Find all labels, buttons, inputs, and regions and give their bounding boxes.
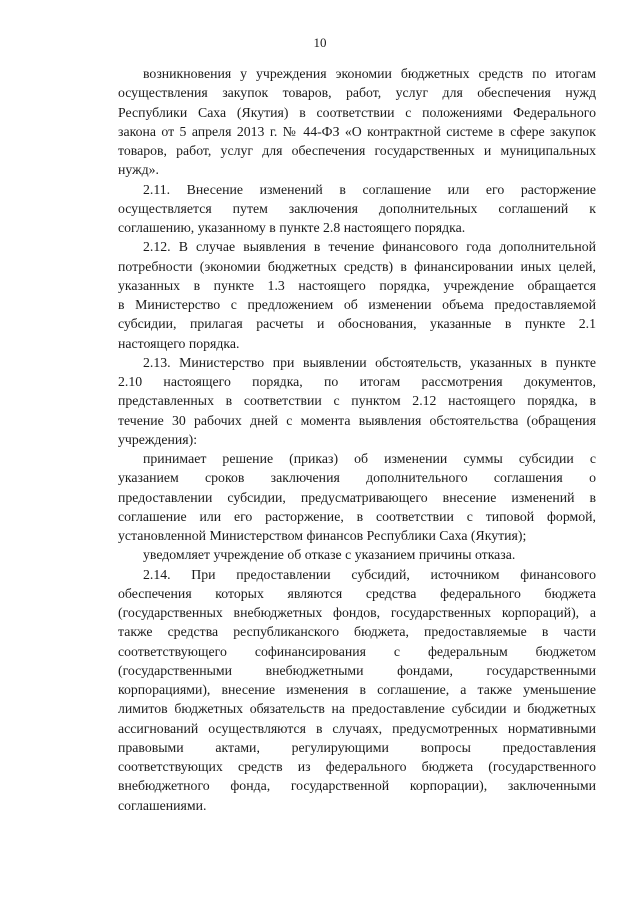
text-line: ассигнований осуществляются в случаях, предусмотренных нормативными	[118, 720, 596, 736]
text-line: Республики Саха (Якутия) в соответствии с положениями Федерального	[118, 104, 596, 120]
text-line: (государственными внебюджетными фондами, государственными	[118, 662, 596, 678]
text-line: указанных в пункте 1.3 настоящего порядка, учреждение обращается	[118, 277, 596, 293]
text-line: корпорациями), внесение изменения в соглашение, а также уменьшение	[118, 682, 596, 697]
text-line: настоящего порядка.	[118, 335, 240, 351]
text-line: установленной Министерством финансов Республики Саха (Якутия);	[118, 528, 527, 543]
text-line: соглашению, указанному в пункте 2.8 настоящего порядка.	[118, 220, 466, 235]
text-line: указанием сроков заключения дополнительного соглашения о	[118, 470, 596, 486]
text-line: 2.10 настоящего порядка, по итогам рассмотрения документов,	[118, 374, 596, 389]
text-line: (государственных внебюджетных фондов, государственных корпораций), а	[118, 605, 596, 620]
text-line: представленных в соответствии с пунктом 2.12 настоящего порядка, в	[118, 393, 596, 409]
text-line: соглашение или его расторжение, в соответствии с типовой формой,	[118, 508, 596, 524]
text-line: осуществляется путем заключения дополнительных соглашений к	[118, 200, 596, 216]
text-line: 2.14. При предоставлении субсидий, источником финансового	[143, 566, 596, 582]
text-line: лимитов бюджетных обязательств на предоставление субсидии и бюджетных	[118, 701, 596, 717]
text-line: соответствующих средств из федерального бюджета (государственного	[118, 759, 596, 774]
text-line: 2.13. Министерство при выявлении обстоятельств, указанных в пункте	[143, 354, 596, 370]
text-line: закона от 5 апреля 2013 г. № 44-ФЗ «О контрактной системе в сфере закупок	[118, 123, 596, 139]
text-line: учреждения):	[118, 431, 198, 447]
text-line: осуществления закупок товаров, работ, услуг для обеспечения нужд	[118, 85, 596, 101]
text-line: соглашениями.	[118, 797, 207, 813]
text-line: в Министерство с предложением об изменении объема предоставляемой	[118, 297, 596, 312]
text-line: также средства республиканского бюджета, предоставляемые в части	[118, 624, 596, 640]
text-line: обеспечения которых являются средства федерального бюджета	[118, 585, 596, 601]
text-line: правовыми актами, регулирующими вопросы предоставления	[118, 739, 596, 755]
text-line: соответствующего софинансирования с федеральным бюджетом	[118, 643, 596, 659]
text-line: принимает решение (приказ) об изменении суммы субсидии с	[143, 451, 596, 466]
text-line: 2.12. В случае выявления в течение финансового года дополнительной	[143, 239, 596, 255]
text-line: товаров, работ, услуг для обеспечения государственных и муниципальных	[118, 143, 596, 158]
text-line: нужд».	[118, 162, 159, 178]
text-line: течение 30 рабочих дней с момента выявления обстоятельства (обращения	[118, 412, 596, 428]
text-line: предоставлении субсидии, предусматривающего внесение изменений в	[118, 489, 596, 505]
text-line: потребности (экономии бюджетных средств) в финансировании иных целей,	[118, 258, 596, 274]
text-line: субсидии, прилагая расчеты и обоснования, указанные в пункте 2.1	[118, 316, 596, 332]
text-line: 2.11. Внесение изменений в соглашение или его расторжение	[143, 181, 596, 197]
text-line: внебюджетного фонда, государственной корпорации), заключенными	[118, 778, 596, 794]
page-number: 10	[313, 35, 327, 50]
document-body	[118, 64, 596, 815]
text-line: уведомляет учреждение об отказе с указанием причины отказа.	[143, 547, 516, 563]
text-line: возникновения у учреждения экономии бюджетных средств по итогам	[143, 66, 596, 81]
